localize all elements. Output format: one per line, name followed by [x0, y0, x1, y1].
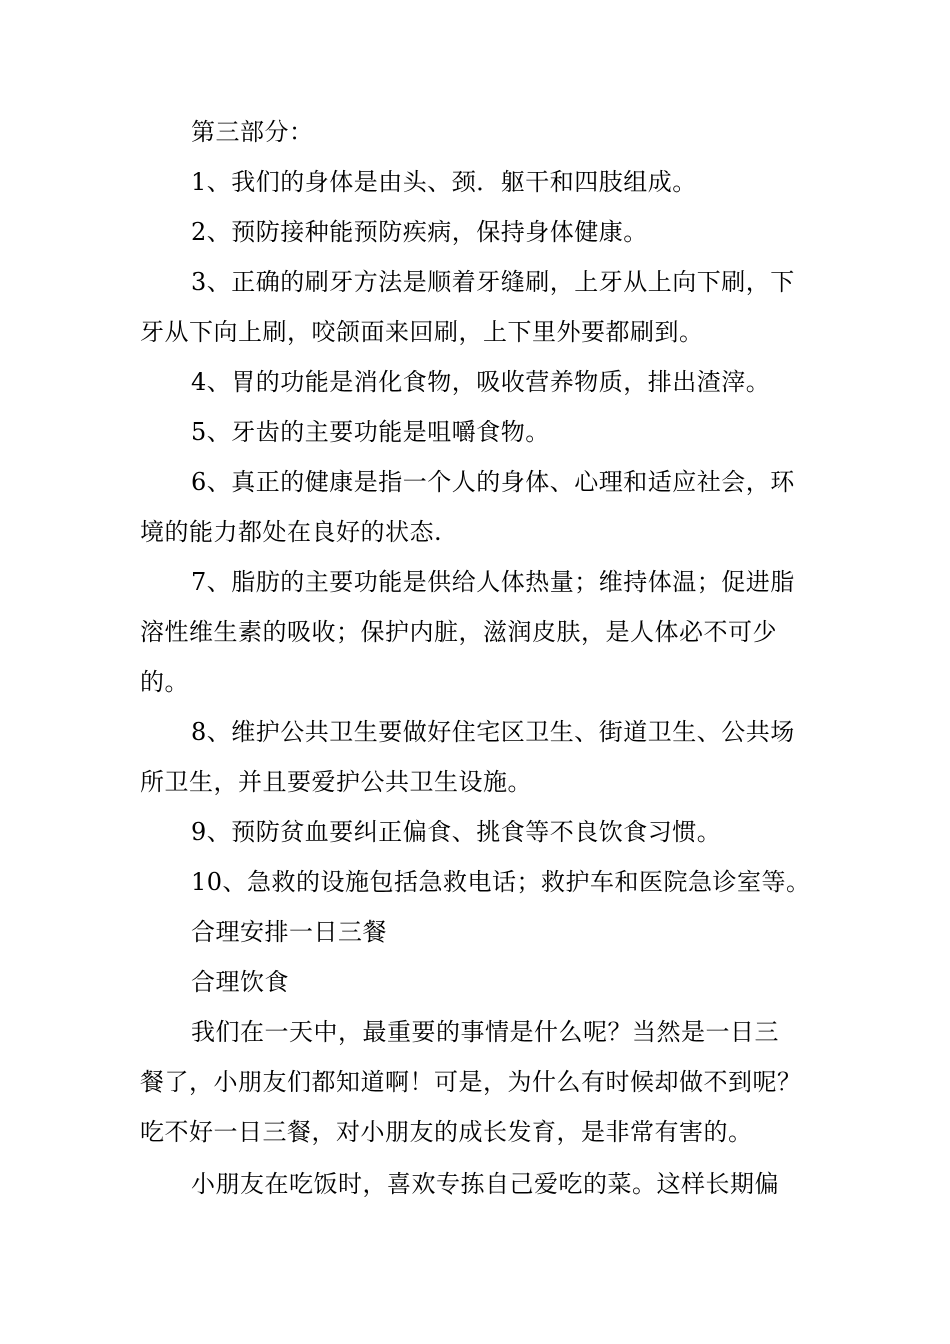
paragraph-line: 10、急救的设施包括急救电话；救护车和医院急诊室等。: [191, 868, 811, 896]
paragraph-line: 的。: [140, 668, 189, 696]
paragraph-line: 6、真正的健康是指一个人的身体、心理和适应社会，环: [191, 468, 795, 496]
paragraph-line: 1、我们的身体是由头、颈．躯干和四肢组成。: [191, 168, 697, 196]
subheading: 合理安排一日三餐: [191, 918, 387, 946]
section-heading: 第三部分：: [191, 118, 314, 146]
paragraph-line: 7、脂肪的主要功能是供给人体热量；维持体温；促进脂: [191, 568, 795, 596]
paragraph-line: 8、维护公共卫生要做好住宅区卫生、街道卫生、公共场: [191, 718, 795, 746]
paragraph-line: 我们在一天中，最重要的事情是什么呢？当然是一日三: [191, 1018, 779, 1046]
paragraph-line: 餐了，小朋友们都知道啊！可是，为什么有时候却做不到呢？: [140, 1068, 802, 1096]
paragraph-line: 所卫生，并且要爱护公共卫生设施。: [140, 768, 532, 796]
paragraph-line: 4、胃的功能是消化食物，吸收营养物质，排出渣滓。: [191, 368, 771, 396]
paragraph-line: 溶性维生素的吸收；保护内脏，滋润皮肤，是人体必不可少: [140, 618, 777, 646]
paragraph-line: 境的能力都处在良好的状态.: [140, 518, 443, 546]
paragraph-line: 9、预防贫血要纠正偏食、挑食等不良饮食习惯。: [191, 818, 722, 846]
subheading: 合理饮食: [191, 968, 289, 996]
paragraph-line: 小朋友在吃饭时，喜欢专拣自己爱吃的菜。这样长期偏: [191, 1170, 779, 1198]
paragraph-line: 2、预防接种能预防疾病，保持身体健康。: [191, 218, 648, 246]
paragraph-line: 吃不好一日三餐，对小朋友的成长发育，是非常有害的。: [140, 1118, 753, 1146]
paragraph-line: 3、正确的刷牙方法是顺着牙缝刷，上牙从上向下刷，下: [191, 268, 795, 296]
paragraph-line: 牙从下向上刷，咬颌面来回刷，上下里外要都刷到。: [140, 318, 704, 346]
paragraph-line: 5、牙齿的主要功能是咀嚼食物。: [191, 418, 550, 446]
